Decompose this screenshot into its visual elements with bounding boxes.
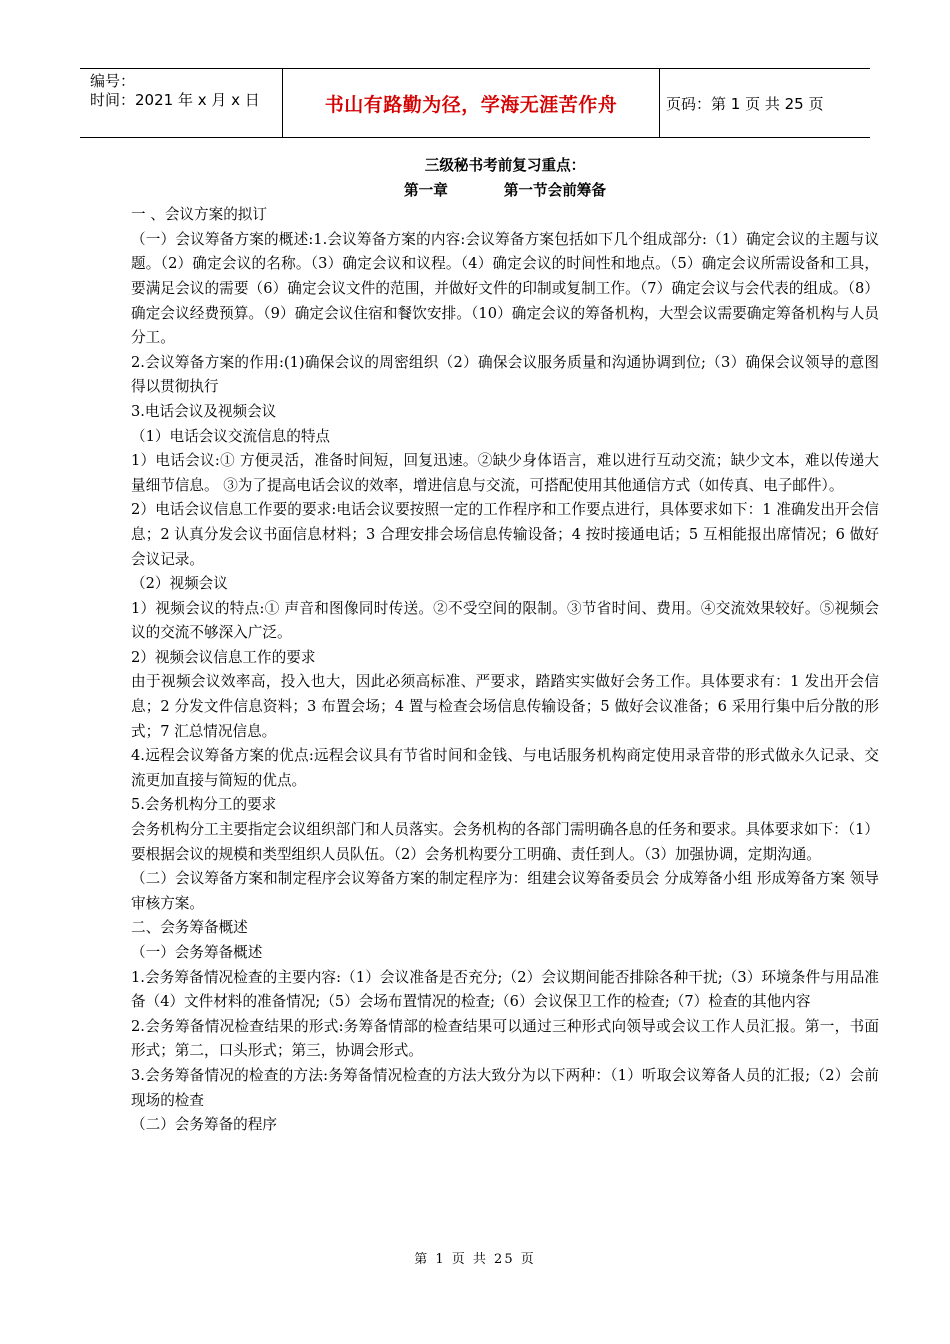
- paragraph: （1）电话会议交流信息的特点: [131, 427, 331, 445]
- document-time-label: 时间：2021 年 x 月 x 日: [90, 91, 260, 109]
- paragraph: 一 、会议方案的拟订: [131, 206, 267, 224]
- header-page-info: 页码：第 1 页 共 25 页: [666, 94, 824, 113]
- paragraph: 由于视频会议效率高，投入也大，因此必须高标准、严要求，踏踏实实做好会务工作。具体要求有：1 发出开会信息；2 分发文件信息资料；3 布置会场；4 置与检查会场信息传输设备；5 做好会议准备；6 采用行集中后分散的形式；7 汇总情况信息。: [131, 673, 879, 740]
- paragraph: 3.会务筹备情况的检查的方法:务筹备情况检查的方法大致分为以下两种：（1）听取会议筹备人员的汇报;（2）会前现场的检查: [131, 1066, 879, 1109]
- chapter-label: 第一章: [404, 181, 448, 199]
- paragraph: 5.会务机构分工的要求: [131, 796, 277, 814]
- paragraph: 2.会议筹备方案的作用:(1)确保会议的周密组织（2）确保会议服务质量和沟通协调到位;（3）确保会议领导的意图得以贯彻执行: [131, 353, 879, 396]
- paragraph: 3.电话会议及视频会议: [131, 402, 277, 420]
- header-info-cell: [80, 69, 282, 137]
- paragraph: （一）会议筹备方案的概述:1.会议筹备方案的内容:会议筹备方案包括如下几个组成部分:（1）确定会议的主题与议题。（2）确定会议的名称。（3）确定会议和议程。（4）确定会议的时间性和地点。（5）确定会议所需设备和工具，要满足会议的需要（6）确定会议文件的范围，并做好文件的印制或复制工作。（7）确定会议与会代表的组成。（8）确定会议经费预算。（9）确定会议住宿和餐饮安排。（10）确定会议的筹备机构，大型会议需要确定筹备机构与人员分工。: [131, 230, 879, 347]
- document-title: 三级秘书考前复习重点：: [424, 157, 586, 174]
- paragraph: 1）电话会议:① 方便灵活，准备时间短，回复迅速。②缺少身体语言，难以进行互动交流；缺少文本，难以传递大量细节信息。 ③为了提高电话会议的效率，增进信息与交流，可搭配使用其他通信方式（如传真、电子邮件）。: [131, 452, 879, 494]
- paragraph: 二、会务筹备概述: [131, 919, 248, 937]
- paragraph: （二）会务筹备的程序: [131, 1116, 277, 1134]
- paragraph: 会务机构分工主要指定会议组织部门和人员落实。会务机构的各部门需明确各息的任务和要求。具体要求如下：（1）要根据会议的规模和类型组织人员队伍。（2）会务机构要分工明确、责任到人。（3）加强协调，定期沟通。: [131, 821, 879, 863]
- header-motto: 书山有路勤为径，学海无涯苦作舟: [282, 69, 660, 137]
- section-label: 第一节会前筹备: [503, 181, 606, 199]
- paragraph: （2）视频会议: [131, 575, 228, 593]
- page-footer: 第 1 页 共 25 页: [414, 1252, 536, 1267]
- paragraph: （二）会议筹备方案和制定程序会议筹备方案的制定程序为：组建会议筹备委员会 分成筹备小组 形成筹备方案 领导审核方案。: [131, 870, 879, 912]
- paragraph: 1.会务筹备情况检查的主要内容:（1）会议准备是否充分;（2）会议期间能否排除各种干扰;（3）环境条件与用品准备（4）文件材料的准备情况;（5）会场布置情况的检查;（6）会议保卫工作的检查;（7）检查的其他内容: [131, 968, 879, 1011]
- header-table: [80, 68, 870, 138]
- document-body: [131, 154, 879, 1138]
- paragraph: 2.会务筹备情况检查结果的形式:务筹备情部的检查结果可以通过三种形式向领导或会议工作人员汇报。第一，书面形式；第二，口头形式；第三，协调会形式。: [131, 1017, 879, 1060]
- paragraph: 2）视频会议信息工作的要求: [131, 648, 316, 666]
- paragraph: （一）会务筹备概述: [131, 944, 263, 961]
- paragraph: 4.远程会议筹备方案的优点:远程会议具有节省时间和金钱、与电话服务机构商定使用录音带的形式做永久记录、交流更加直接与简短的优点。: [131, 747, 879, 789]
- document-number-label: 编号：: [90, 72, 136, 90]
- chapter-heading: [131, 179, 879, 204]
- paragraph: 2）电话会议信息工作要的要求:电话会议要按照一定的工作程序和工作要点进行，具体要求如下：1 准确发出开会信息；2 认真分发会议书面信息材料；3 合理安排会场信息传输设备；4 按时接通电话；5 互相能报出席情况；6 做好会议记录。: [131, 501, 879, 568]
- paragraph: 1）视频会议的特点:① 声音和图像同时传送。②不受空间的限制。③节省时间、费用。④交流效果较好。⑤视频会议的交流不够深入广泛。: [131, 599, 879, 642]
